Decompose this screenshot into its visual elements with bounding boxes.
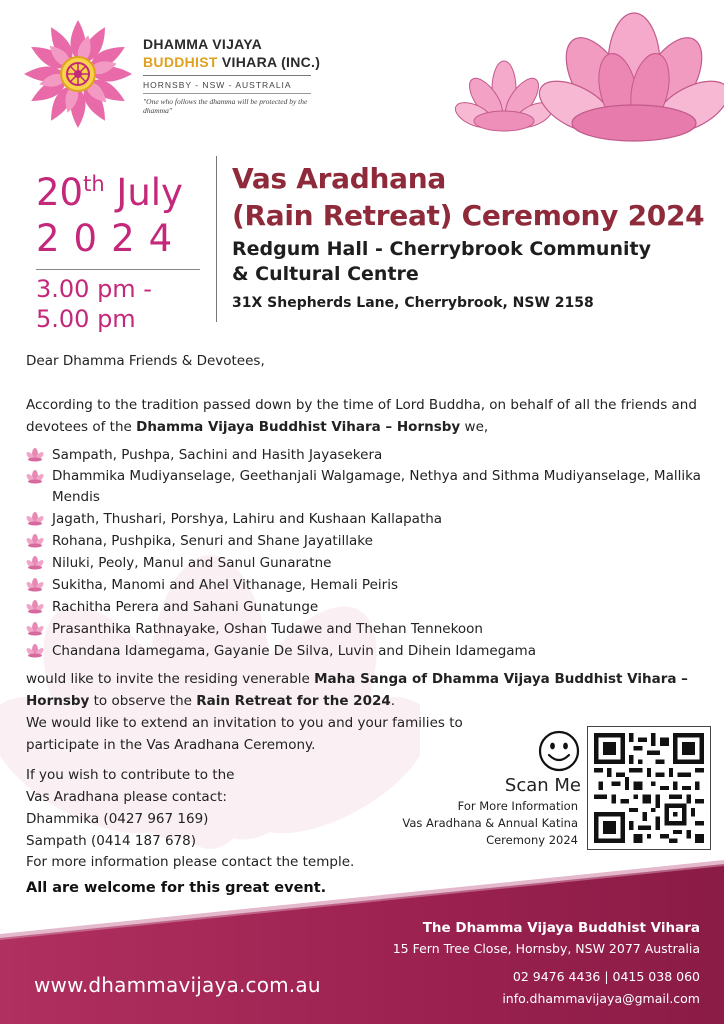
lotus-flowers-icon bbox=[454, 8, 724, 168]
date-month: July bbox=[104, 171, 183, 214]
contact-line2: Vas Aradhana please contact: bbox=[26, 789, 227, 805]
divider bbox=[143, 93, 311, 94]
date-suffix: th bbox=[83, 172, 105, 196]
org-header bbox=[143, 36, 323, 115]
more-info-text: For more information please contact the temple. bbox=[26, 854, 355, 870]
devotee-names: Sampath, Pushpa, Sachini and Hasith Jayasekera bbox=[52, 447, 383, 463]
devotee-names: Chandana Idamegama, Gayanie De Silva, Luvin and Dihein Idamegama bbox=[52, 643, 536, 659]
footer-phone[interactable]: 02 9476 4436 | 0415 038 060 bbox=[512, 969, 700, 984]
lotus-bullet-icon bbox=[26, 578, 44, 592]
scan-info bbox=[402, 798, 578, 849]
org-name-rest: VIHARA (INC.) bbox=[217, 54, 321, 70]
invite-bold-sangha: Maha Sanga of Dhamma Vijaya Buddhist Vihara – Hornsby bbox=[26, 671, 688, 709]
extend-line2: participate in the Vas Aradhana Ceremony. bbox=[26, 737, 316, 753]
invite-text: would like to invite the residing venerable bbox=[26, 671, 315, 687]
lotus-bullet-icon bbox=[26, 534, 44, 548]
event-time-line1: 3.00 pm - bbox=[36, 275, 152, 303]
footer-website-link[interactable]: www.dhammavijaya.com.au bbox=[34, 973, 321, 997]
invite-paragraph bbox=[26, 668, 706, 712]
list-item bbox=[26, 466, 706, 508]
event-venue-line2: & Cultural Centre bbox=[232, 263, 419, 285]
scan-info-line1: For More Information bbox=[457, 799, 578, 813]
smiley-icon bbox=[538, 730, 580, 772]
scan-info-line3: Ceremony 2024 bbox=[486, 833, 578, 847]
list-item bbox=[26, 574, 706, 596]
date-year: 2024 bbox=[36, 217, 187, 260]
date-day: 20 bbox=[36, 171, 84, 214]
contact-dhammika: Dhammika (0427 967 169) bbox=[26, 811, 209, 827]
list-item bbox=[26, 530, 706, 552]
invite-text-end: . bbox=[390, 693, 396, 709]
intro-paragraph bbox=[26, 394, 706, 438]
lotus-bullet-icon bbox=[26, 448, 44, 462]
footer-email-link[interactable]: info.dhammavijaya@gmail.com bbox=[502, 991, 700, 1006]
devotee-names: Dhammika Mudiyanselage, Geethanjali Walgamage, Nethya and Sithma Mudiyanselage, Mallika Mendis bbox=[52, 468, 701, 505]
contact-line1: If you wish to contribute to the bbox=[26, 767, 235, 783]
devotee-names: Niluki, Peoly, Manul and Sanul Gunaratne bbox=[52, 555, 332, 571]
qr-code[interactable] bbox=[587, 726, 711, 850]
invite-bold-retreat: Rain Retreat for the 2024 bbox=[196, 693, 391, 709]
devotee-names: Rohana, Pushpika, Senuri and Shane Jayatillake bbox=[52, 533, 373, 549]
list-item bbox=[26, 508, 706, 530]
vihara-logo-icon bbox=[22, 18, 134, 130]
event-title-line1: Vas Aradhana bbox=[232, 162, 446, 195]
invite-text: to observe the bbox=[89, 693, 197, 709]
welcome-text: All are welcome for this great event. bbox=[26, 880, 327, 896]
letter-body bbox=[26, 350, 706, 756]
list-item bbox=[26, 552, 706, 574]
list-item bbox=[26, 596, 706, 618]
devotee-names: Jagath, Thushari, Porshya, Lahiru and Kushaan Kallapatha bbox=[52, 511, 443, 527]
devotee-names: Prasanthika Rathnayake, Oshan Tudawe and Thehan Tennekoon bbox=[52, 621, 483, 637]
divider bbox=[36, 269, 200, 270]
event-venue-line1: Redgum Hall - Cherrybrook Community bbox=[232, 238, 651, 260]
event-details bbox=[232, 160, 712, 311]
lotus-bullet-icon bbox=[26, 622, 44, 636]
devotee-names: Sukitha, Manomi and Ahel Vithanage, Hemali Peiris bbox=[52, 577, 398, 593]
lotus-bullet-icon bbox=[26, 644, 44, 658]
list-item bbox=[26, 618, 706, 640]
greeting: Dear Dhamma Friends & Devotees, bbox=[26, 353, 265, 369]
event-address: 31X Shepherds Lane, Cherrybrook, NSW 2158 bbox=[232, 295, 594, 311]
lotus-bullet-icon bbox=[26, 600, 44, 614]
org-name-line2 bbox=[143, 54, 323, 70]
lotus-bullet-icon bbox=[26, 512, 44, 526]
event-date bbox=[36, 162, 206, 215]
org-location: HORNSBY - NSW - AUSTRALIA bbox=[143, 80, 292, 90]
vertical-divider bbox=[216, 156, 217, 322]
contact-sampath: Sampath (0414 187 678) bbox=[26, 833, 196, 849]
footer-address: 15 Fern Tree Close, Hornsby, NSW 2077 Australia bbox=[392, 941, 700, 956]
extend-line1: We would like to extend an invitation to you and your families to bbox=[26, 715, 463, 731]
devotee-names: Rachitha Perera and Sahani Gunatunge bbox=[52, 599, 319, 615]
scan-me-label: Scan Me bbox=[504, 775, 581, 796]
contact-block bbox=[26, 764, 235, 852]
devotee-list bbox=[26, 444, 706, 662]
lotus-bullet-icon bbox=[26, 470, 44, 484]
intro-text-end: we, bbox=[460, 419, 489, 435]
intro-text: According to the tradition passed down by the time of Lord Buddha, on behalf of all the friends and devotees of the bbox=[26, 397, 697, 435]
event-date-block bbox=[36, 162, 206, 334]
footer-org-name: The Dhamma Vijaya Buddhist Vihara bbox=[422, 920, 700, 936]
list-item bbox=[26, 444, 706, 466]
event-title-line2: (Rain Retreat) Ceremony 2024 bbox=[232, 199, 705, 232]
event-time-line2: 5.00 pm bbox=[36, 305, 136, 333]
qr-code-icon bbox=[594, 733, 704, 843]
lotus-bullet-icon bbox=[26, 556, 44, 570]
org-name-line1: DHAMMA VIJAYA bbox=[143, 36, 263, 52]
org-quote: "One who follows the dhamma will be protected by the dhamma" bbox=[143, 97, 308, 115]
intro-bold: Dhamma Vijaya Buddhist Vihara – Hornsby bbox=[136, 419, 461, 435]
divider bbox=[143, 75, 311, 76]
scan-info-line2: Vas Aradhana & Annual Katina bbox=[402, 816, 578, 830]
list-item bbox=[26, 640, 706, 662]
org-name-gold: BUDDHIST bbox=[143, 54, 218, 70]
